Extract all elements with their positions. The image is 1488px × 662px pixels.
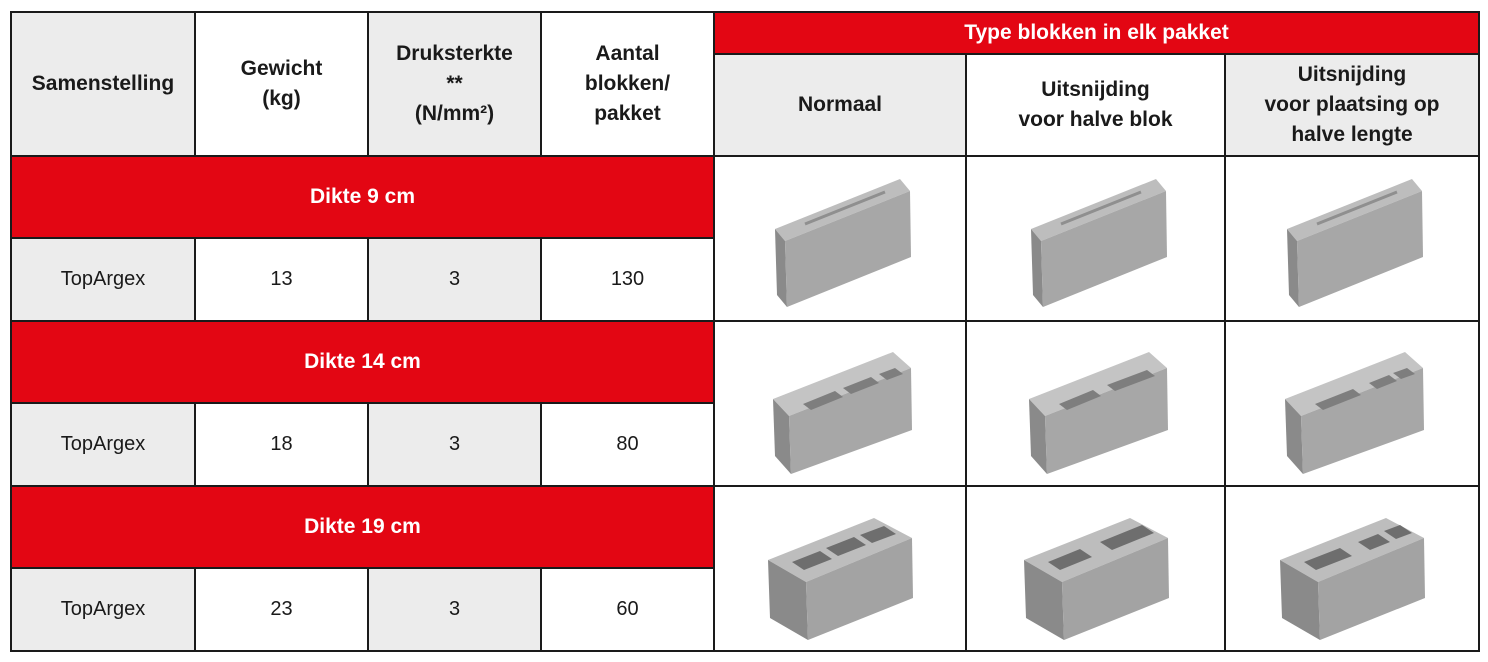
block-19-halve-blok-icon: [1018, 498, 1174, 640]
band-dikte-9: Dikte 9 cm: [11, 156, 714, 238]
row-14-aantal: 80: [541, 403, 714, 486]
block-9-normaal-icon: [765, 169, 915, 309]
header-type-normaal-line-1: Normaal: [797, 93, 883, 116]
header-type-halve-lengte-line-2: voor plaatsing op: [1264, 93, 1440, 116]
row-9-druksterkte: 3: [368, 238, 541, 321]
block-9-halve-blok-icon: [1021, 169, 1171, 309]
block-image-19-halve-lengte: [1225, 486, 1479, 651]
header-aantal: [541, 12, 714, 156]
header-samenstelling: Samenstelling: [11, 12, 195, 156]
row-19-samenstelling: TopArgex: [11, 568, 195, 651]
header-aantal-line-1: Aantal: [595, 42, 660, 65]
block-19-normaal-icon: [762, 498, 918, 640]
block-image-9-normaal: [714, 156, 966, 321]
header-druksterkte: [368, 12, 541, 156]
header-group-title: Type blokken in elk pakket: [714, 12, 1479, 54]
row-14-druksterkte: 3: [368, 403, 541, 486]
header-type-halve-blok: [966, 54, 1225, 156]
band-dikte-19: Dikte 19 cm: [11, 486, 714, 568]
header-type-halve-lengte-line-3: halve lengte: [1291, 123, 1413, 146]
block-image-19-normaal: [714, 486, 966, 651]
block-image-14-halve-lengte: [1225, 321, 1479, 486]
header-druksterkte-line-1: Druksterkte: [396, 42, 513, 65]
header-type-halve-lengte: [1225, 54, 1479, 156]
header-type-halve-blok-line-2: voor halve blok: [1018, 108, 1173, 131]
header-type-halve-lengte-line-1: Uitsnijding: [1297, 63, 1407, 86]
header-aantal-line-2: blokken/: [584, 72, 671, 95]
block-image-19-halve-blok: [966, 486, 1225, 651]
row-9-samenstelling: TopArgex: [11, 238, 195, 321]
block-image-9-halve-blok: [966, 156, 1225, 321]
row-19-gewicht: 23: [195, 568, 368, 651]
spec-table-wrapper: [10, 11, 1480, 652]
block-14-halve-blok-icon: [1021, 334, 1171, 474]
block-image-9-halve-lengte: [1225, 156, 1479, 321]
row-14-samenstelling: TopArgex: [11, 403, 195, 486]
block-9-halve-lengte-icon: [1277, 169, 1427, 309]
block-image-14-halve-blok: [966, 321, 1225, 486]
header-gewicht: [195, 12, 368, 156]
row-9-aantal: 130: [541, 238, 714, 321]
block-19-halve-lengte-icon: [1274, 498, 1430, 640]
block-image-14-normaal: [714, 321, 966, 486]
band-dikte-14: Dikte 14 cm: [11, 321, 714, 403]
row-19-druksterkte: 3: [368, 568, 541, 651]
spec-table: [10, 11, 1480, 652]
row-9-gewicht: 13: [195, 238, 368, 321]
row-14-gewicht: 18: [195, 403, 368, 486]
header-gewicht-line-2: (kg): [262, 87, 301, 110]
header-type-halve-blok-line-1: Uitsnijding: [1041, 78, 1150, 101]
row-19-aantal: 60: [541, 568, 714, 651]
block-14-halve-lengte-icon: [1277, 334, 1427, 474]
header-aantal-line-3: pakket: [594, 102, 661, 125]
header-druksterkte-line-2: **: [446, 72, 463, 95]
block-14-normaal-icon: [765, 334, 915, 474]
header-gewicht-line-1: Gewicht: [240, 57, 323, 80]
header-type-normaal: [714, 54, 966, 156]
header-druksterkte-line-3: (N/mm²): [414, 102, 495, 125]
